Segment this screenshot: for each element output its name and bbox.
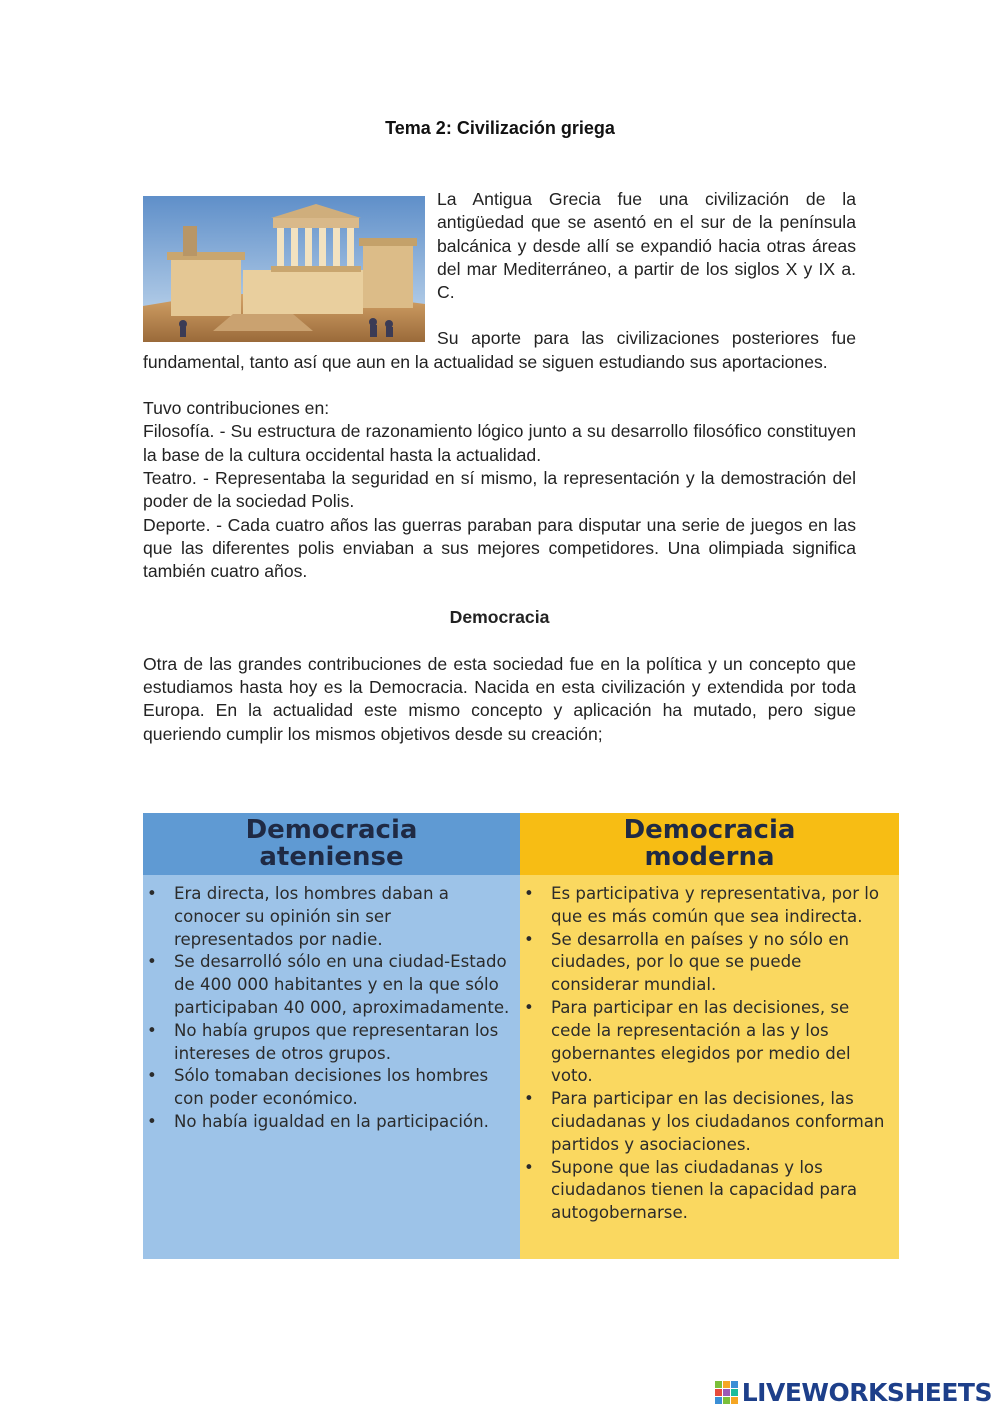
contributions-heading: Tuvo contribuciones en: bbox=[143, 398, 330, 419]
modern-democracy-column bbox=[520, 813, 899, 1259]
contribution-philosophy: Filosofía. - Su estructura de razonamiento lógico junto a su desarrollo filosófico constituyen la base de la cultura occidental hasta la actualidad. bbox=[143, 421, 856, 465]
democracy-heading: Democracia bbox=[449, 607, 550, 628]
list-item: • Para participar en las decisiones, se cede la representación a las y los gobernantes elegidos por medio del voto. bbox=[524, 997, 893, 1088]
list-item: • Se desarrolla en países y no sólo en ciudades, por lo que se puede considerar mundial. bbox=[524, 929, 893, 997]
athenian-democracy-header bbox=[143, 813, 520, 875]
democracy-comparison-table bbox=[143, 813, 899, 1259]
contribution-theatre: Teatro. - Representaba la seguridad en sí mismo, la representación y la demostración del poder de la sociedad Polis. bbox=[143, 467, 856, 512]
list-item: • No había grupos que representaran los intereses de otros grupos. bbox=[147, 1020, 514, 1066]
liveworksheets-wordmark: LIVEWORKSHEETS bbox=[741, 1378, 992, 1407]
list-item: • Era directa, los hombres daban a conocer su opinión sin ser representados por nadie. bbox=[147, 883, 514, 951]
list-item: • Supone que las ciudadanas y los ciudadanos tienen la capacidad para autogobernarse. bbox=[524, 1157, 893, 1225]
athenian-democracy-title: Democracia ateniense bbox=[245, 815, 418, 872]
list-item: • Para participar en las decisiones, las ciudadanas y los ciudadanos conforman partidos y asociaciones. bbox=[524, 1088, 893, 1156]
page-title: Tema 2: Civilización griega bbox=[385, 118, 615, 138]
liveworksheets-brand[interactable] bbox=[715, 1378, 992, 1407]
contribution-paragraph: Su aporte para las civilizaciones posteriores fue fundamental, tanto así que aun en la actualidad se siguen estudiando sus aportaciones. bbox=[143, 328, 856, 372]
athenian-democracy-list bbox=[143, 875, 520, 1134]
liveworksheets-logo-icon bbox=[715, 1381, 739, 1405]
list-item: • Es participativa y representativa, por lo que es más común que sea indirecta. bbox=[524, 883, 893, 929]
main-content bbox=[143, 188, 856, 746]
intro-paragraph: La Antigua Grecia fue una civilización de la antigüedad que se asentó en el sur de la península balcánica y desde allí se expandió hacia otras áreas del mar Mediterráneo, a partir de los siglos X y IX a. C. bbox=[437, 189, 856, 303]
list-item: • Sólo tomaban decisiones los hombres con poder económico. bbox=[147, 1065, 514, 1111]
list-item: • Se desarrolló sólo en una ciudad-Estado de 400 000 habitantes y en la que sólo participaban 40 000, aproximadamente. bbox=[147, 951, 514, 1019]
contribution-sport: Deporte. - Cada cuatro años las guerras paraban para disputar una serie de juegos en las que las diferentes polis enviaban a sus mejores competidores. Una olimpiada significa también cuatro años. bbox=[143, 514, 856, 582]
acropolis-illustration bbox=[143, 196, 425, 342]
athenian-democracy-column bbox=[143, 813, 520, 1259]
democracy-paragraph: Otra de las grandes contribuciones de esta sociedad fue en la política y un concepto que estudiamos hasta hoy es la Democracia. Nacida en esta civilización y extendida por toda Europa. En la actualidad este mismo concepto y aplicación ha mutado, pero sigue queriendo cumplir los mismos objetivos desde su creación; bbox=[143, 653, 856, 744]
list-item: • No había igualdad en la participación. bbox=[147, 1111, 514, 1134]
modern-democracy-list bbox=[520, 875, 899, 1225]
modern-democracy-header bbox=[520, 813, 899, 875]
modern-democracy-title: Democracia moderna bbox=[623, 815, 796, 872]
